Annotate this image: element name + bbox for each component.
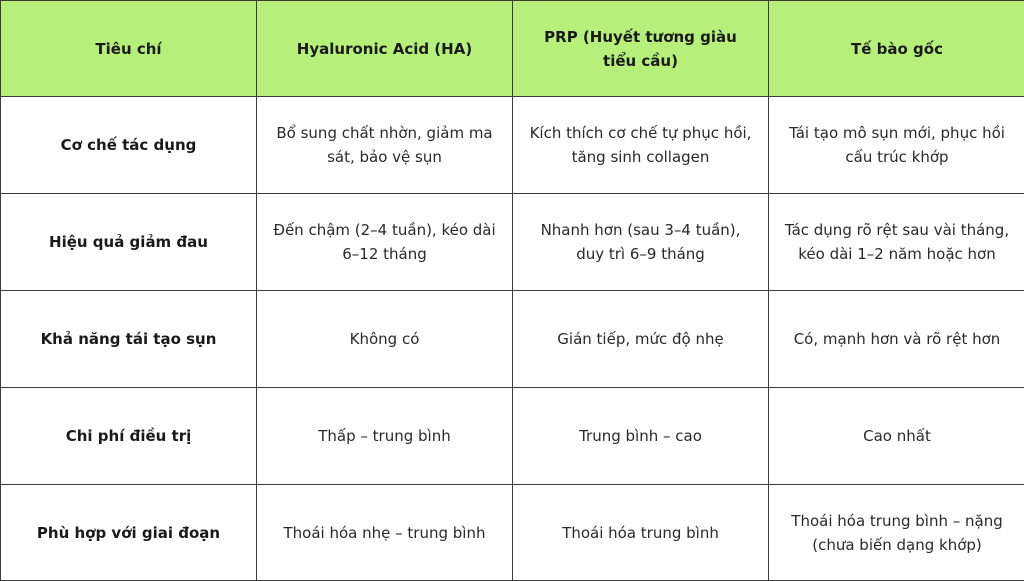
header-stem-cells: Tế bào gốc bbox=[769, 1, 1024, 97]
table-row bbox=[1, 291, 1024, 388]
table-body bbox=[1, 97, 1024, 581]
cell-stem: Thoái hóa trung bình – nặng (chưa biến dạng khớp) bbox=[769, 485, 1024, 581]
cell-stem: Tác dụng rõ rệt sau vài tháng, kéo dài 1–2 năm hoặc hơn bbox=[769, 194, 1024, 291]
cell-ha: Đến chậm (2–4 tuần), kéo dài 6–12 tháng bbox=[257, 194, 513, 291]
header-criteria: Tiêu chí bbox=[1, 1, 257, 97]
cell-ha: Thoái hóa nhẹ – trung bình bbox=[257, 485, 513, 581]
cell-stem: Cao nhất bbox=[769, 388, 1024, 485]
table-row bbox=[1, 485, 1024, 581]
row-criterion: Phù hợp với giai đoạn bbox=[1, 485, 257, 581]
cell-prp: Thoái hóa trung bình bbox=[513, 485, 769, 581]
cell-ha: Bổ sung chất nhờn, giảm ma sát, bảo vệ sụn bbox=[257, 97, 513, 194]
cell-prp: Trung bình – cao bbox=[513, 388, 769, 485]
table-header bbox=[1, 1, 1024, 97]
cell-ha: Thấp – trung bình bbox=[257, 388, 513, 485]
row-criterion: Hiệu quả giảm đau bbox=[1, 194, 257, 291]
table-row bbox=[1, 97, 1024, 194]
header-row bbox=[1, 1, 1024, 97]
cell-ha: Không có bbox=[257, 291, 513, 388]
table-row bbox=[1, 194, 1024, 291]
cell-stem: Có, mạnh hơn và rõ rệt hơn bbox=[769, 291, 1024, 388]
row-criterion: Chi phí điều trị bbox=[1, 388, 257, 485]
row-criterion: Khả năng tái tạo sụn bbox=[1, 291, 257, 388]
cell-prp: Gián tiếp, mức độ nhẹ bbox=[513, 291, 769, 388]
cell-prp: Kích thích cơ chế tự phục hồi, tăng sinh collagen bbox=[513, 97, 769, 194]
table-row bbox=[1, 388, 1024, 485]
row-criterion: Cơ chế tác dụng bbox=[1, 97, 257, 194]
header-prp: PRP (Huyết tương giàu tiểu cầu) bbox=[513, 1, 769, 97]
header-hyaluronic-acid: Hyaluronic Acid (HA) bbox=[257, 1, 513, 97]
cell-stem: Tái tạo mô sụn mới, phục hồi cấu trúc khớp bbox=[769, 97, 1024, 194]
cell-prp: Nhanh hơn (sau 3–4 tuần), duy trì 6–9 tháng bbox=[513, 194, 769, 291]
